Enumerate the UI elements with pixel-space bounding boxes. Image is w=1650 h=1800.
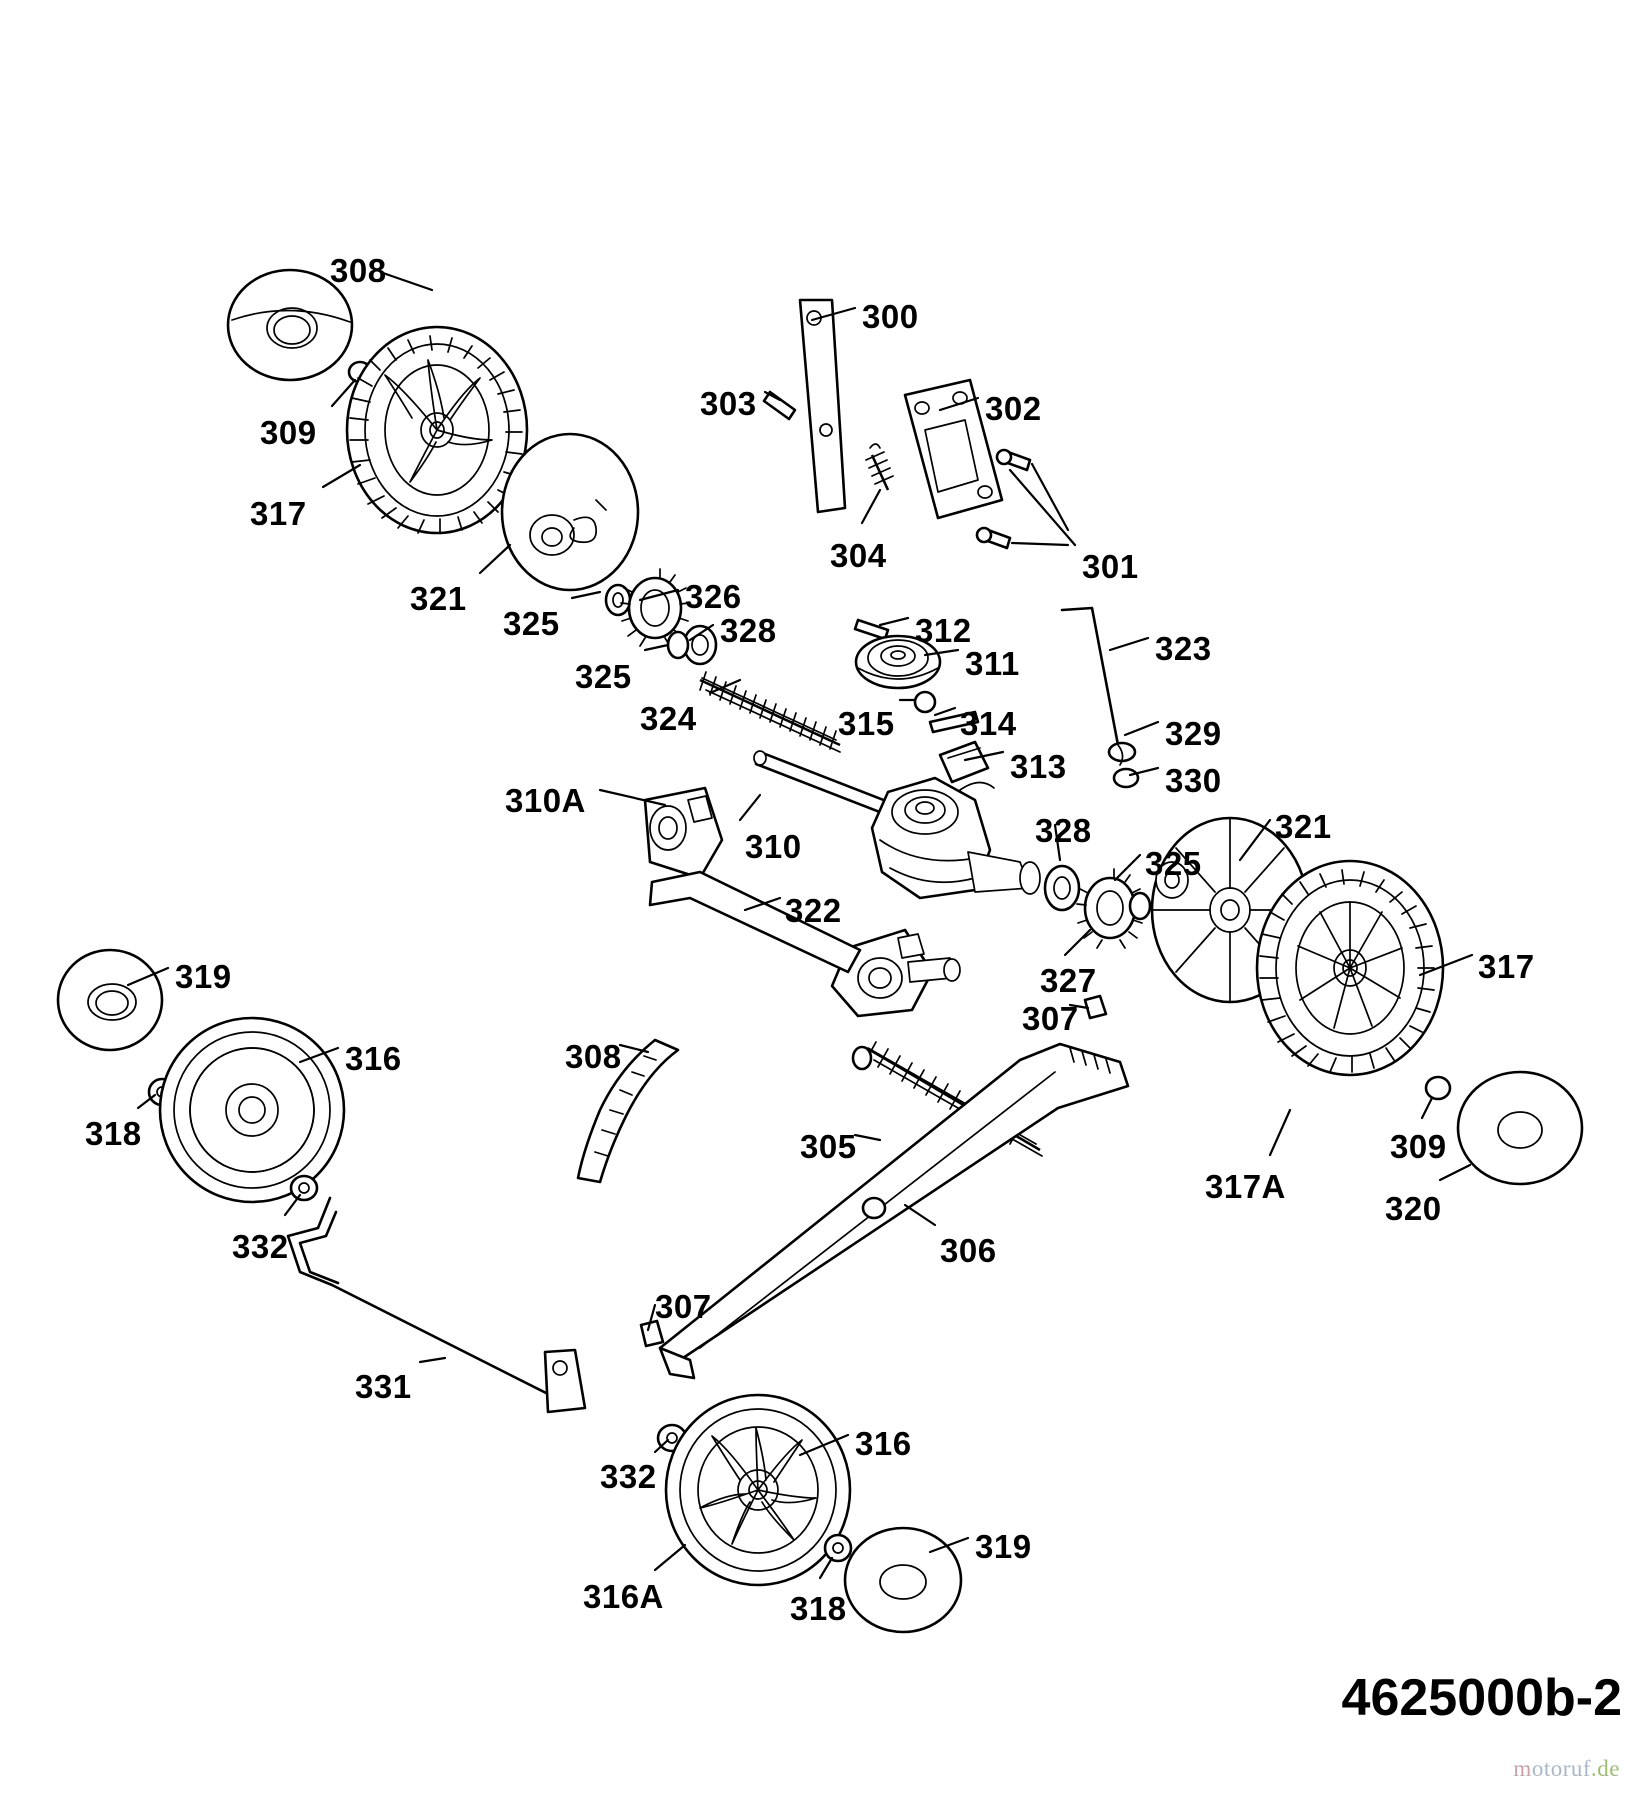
part-317-upper-wheel	[347, 327, 527, 533]
part-315-ball	[915, 692, 935, 712]
part-306-control-rod	[660, 1044, 1128, 1378]
callout-309b: 309	[1390, 1128, 1447, 1165]
callout-302: 302	[985, 390, 1042, 427]
part-304-spring	[866, 444, 893, 490]
callout-317A: 317A	[1205, 1168, 1286, 1205]
leader-327	[1065, 930, 1090, 955]
part-324-spring	[700, 672, 840, 752]
part-317-right-wheel	[1257, 861, 1443, 1075]
callout-306: 306	[940, 1232, 997, 1269]
callout-310: 310	[745, 828, 802, 865]
callout-309: 309	[260, 414, 317, 451]
part-318-lower-bushing	[825, 1535, 851, 1561]
callout-320: 320	[1385, 1190, 1442, 1227]
callout-332b: 332	[600, 1458, 657, 1495]
callout-325b: 325	[575, 658, 632, 695]
callout-308b: 308	[565, 1038, 622, 1075]
leader-318b	[820, 1558, 832, 1578]
callout-331: 331	[355, 1368, 412, 1405]
leader-325c	[1115, 855, 1140, 880]
leader-316A	[655, 1545, 685, 1570]
leader-310	[740, 795, 760, 820]
callout-301: 301	[1082, 548, 1139, 585]
part-327-gear	[1077, 869, 1150, 948]
leader-306	[905, 1205, 935, 1225]
part-328-bearing-a	[668, 626, 716, 664]
callout-324: 324	[640, 700, 697, 737]
leader-312	[880, 618, 908, 625]
callout-321: 321	[410, 580, 467, 617]
callout-325a: 325	[503, 605, 560, 642]
leader-309b	[1422, 1098, 1432, 1118]
callout-304: 304	[830, 537, 887, 574]
leader-317	[323, 465, 360, 487]
callout-327: 327	[1040, 962, 1097, 999]
part-303-pin	[764, 392, 795, 419]
callout-323: 323	[1155, 630, 1212, 667]
callout-307b: 307	[655, 1288, 712, 1325]
leader-321	[480, 545, 510, 573]
leader-320	[1440, 1165, 1470, 1180]
callout-318b: 318	[790, 1590, 847, 1627]
callout-326: 326	[685, 578, 742, 615]
part-300-lever-arm	[800, 300, 845, 512]
watermark: motoruf.de	[1513, 1756, 1620, 1781]
callout-316a: 316	[345, 1040, 402, 1077]
callout-314: 314	[960, 705, 1017, 742]
callout-317: 317	[250, 495, 307, 532]
part-319-left-washer	[58, 950, 162, 1050]
part-309-right-nut	[1426, 1077, 1450, 1099]
callout-328a: 328	[720, 612, 777, 649]
callout-329: 329	[1165, 715, 1222, 752]
callout-318a: 318	[85, 1115, 142, 1152]
part-328-bearing-b	[1045, 866, 1079, 910]
leader-304	[862, 490, 880, 523]
callout-317b: 317	[1478, 948, 1535, 985]
callout-305: 305	[800, 1128, 857, 1165]
callout-325c: 325	[1145, 845, 1202, 882]
leader-329	[1125, 722, 1158, 735]
part-320-washer	[1458, 1072, 1582, 1184]
leader-317A	[1270, 1110, 1290, 1155]
part-313-key	[940, 742, 988, 782]
leader-325b	[645, 645, 668, 650]
part-316-lower-wheel	[666, 1395, 850, 1585]
leader-332a	[285, 1195, 300, 1215]
leader-325a	[572, 592, 600, 598]
part-316-left-wheel	[160, 1018, 344, 1202]
callout-311: 311	[965, 645, 1020, 682]
callout-307a: 307	[1022, 1000, 1079, 1037]
drawing-number: 4625000b-2	[1341, 1669, 1622, 1727]
callout-316b: 316	[855, 1425, 912, 1462]
callout-330: 330	[1165, 762, 1222, 799]
part-323-rod	[1062, 608, 1138, 787]
callout-300: 300	[862, 298, 919, 335]
callout-313: 313	[1010, 748, 1067, 785]
leader-305	[855, 1135, 880, 1140]
callout-303: 303	[700, 385, 757, 422]
part-312-pin	[855, 620, 888, 639]
part-331-bent-rod	[288, 1198, 585, 1412]
callout-332a: 332	[232, 1228, 289, 1265]
callout-310A: 310A	[505, 782, 586, 819]
callout-319a: 319	[175, 958, 232, 995]
callout-321b: 321	[1275, 808, 1332, 845]
leader-314	[935, 708, 955, 715]
leader-308	[383, 273, 432, 290]
part-310A-gearbox	[645, 778, 1040, 1016]
callout-328b: 328	[1035, 812, 1092, 849]
callout-316A: 316A	[583, 1578, 664, 1615]
callout-308: 308	[330, 252, 387, 289]
callout-312: 312	[915, 612, 972, 649]
part-319-lower-washer	[845, 1528, 961, 1632]
callout-322: 322	[785, 892, 842, 929]
part-332-nut-a	[291, 1176, 317, 1200]
callout-315: 315	[838, 705, 895, 742]
leader-331	[420, 1358, 445, 1362]
part-321-upper-pulley	[502, 434, 638, 590]
leader-323	[1110, 638, 1148, 650]
callout-319b: 319	[975, 1528, 1032, 1565]
